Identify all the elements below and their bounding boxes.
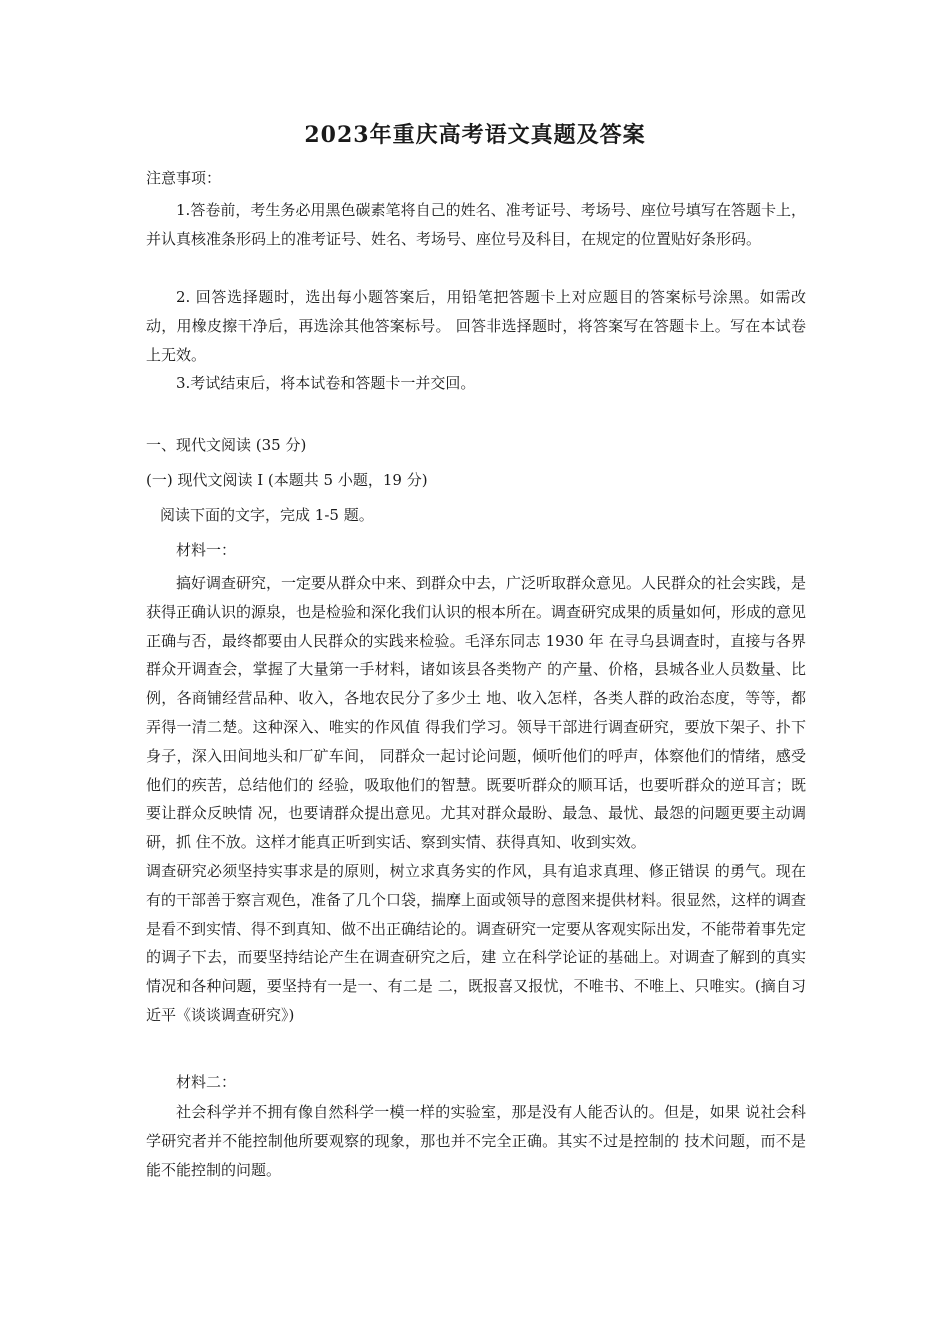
material-1-label: 材料一：	[176, 541, 237, 559]
reading-instruction: 阅读下面的文字，完成 1-5 题。	[160, 506, 374, 524]
notice-item-1: 1.答卷前，考生务必用黑色碳素笔将自己的姓名、准考证号、考场号、座位号填写在答题卡上，并认真核准条形码上的准考证号、姓名、考场号、座位号及科目，在规定的位置贴好条形码。	[146, 201, 806, 248]
section-heading: 一、现代文阅读 (35 分)	[146, 436, 307, 454]
document-title: 2023年重庆高考语文真题及答案	[304, 122, 646, 148]
material-2-label: 材料二：	[176, 1073, 237, 1091]
notice-heading: 注意事项：	[146, 169, 222, 187]
material-1-paragraph-2: 调查研究必须坚持实事求是的原则，树立求真务实的作风，具有追求真理、修正错误 的勇气。现在有的干部善于察言观色，准备了几个口袋，揣摩上面或领导的意图来提供材料。很显然，这样的调查是看不到实情、得不到真知、做不出正确结论的。调查研究一定要从客观实际出发，不能带着事先定的调子下去，而要坚持结论产生在调查研究之后，建 立在科学论证的基础上。对调查了解到的真实情况和各种问题，要坚持有一是一、有二是 二，既报喜又报忧，不唯书、不唯上、只唯实。(摘自习近平《谈谈调查研究》)	[146, 862, 807, 1024]
notice-item-3: 3.考试结束后，将本试卷和答题卡一并交回。	[176, 374, 476, 392]
subsection-heading: (一) 现代文阅读 I (本题共 5 小题，19 分)	[146, 471, 428, 489]
notice-item-2: 2. 回答选择题时，选出每小题答案后，用铅笔把答题卡上对应题目的答案标号涂黑。如需改动，用橡皮擦干净后，再选涂其他答案标号。 回答非选择题时，将答案写在答题卡上。写在本试卷上无效。	[146, 288, 806, 364]
material-1-paragraph-1: 搞好调查研究，一定要从群众中来、到群众中去，广泛听取群众意见。人民群众的社会实践，是获得正确认识的源泉，也是检验和深化我们认识的根本所在。调查研究成果的质量如何，形成的意见正确与否，最终都要由人民群众的实践来检验。毛泽东同志 1930 年 在寻乌县调查时，直接与各界群众开调查会，掌握了大量第一手材料，诸如该县各类物产 的产量、价格，县城各业人员数量、比例，各商铺经营品种、收入，各地农民分了多少土 地、收入怎样，各类人群的政治态度，等等，都弄得一清二楚。这种深入、唯实的作风值 得我们学习。领导干部进行调查研究，要放下架子、扑下身子，深入田间地头和厂矿车间， 同群众一起讨论问题，倾听他们的呼声，体察他们的情绪，感受他们的疾苦，总结他们的 经验，吸取他们的智慧。既要听群众的顺耳话，也要听群众的逆耳言；既要让群众反映情 况，也要请群众提出意见。尤其对群众最盼、最急、最忧、最怨的问题更要主动调研，抓 住不放。这样才能真正听到实话、察到实情、获得真知、收到实效。	[146, 574, 807, 852]
material-2-paragraph-1: 社会科学并不拥有像自然科学一模一样的实验室，那是没有人能否认的。但是，如果 说社会科学研究者并不能控制他所要观察的现象，那也并不完全正确。其实不过是控制的 技术问题，而不是能不能控制的问题。	[146, 1103, 806, 1179]
